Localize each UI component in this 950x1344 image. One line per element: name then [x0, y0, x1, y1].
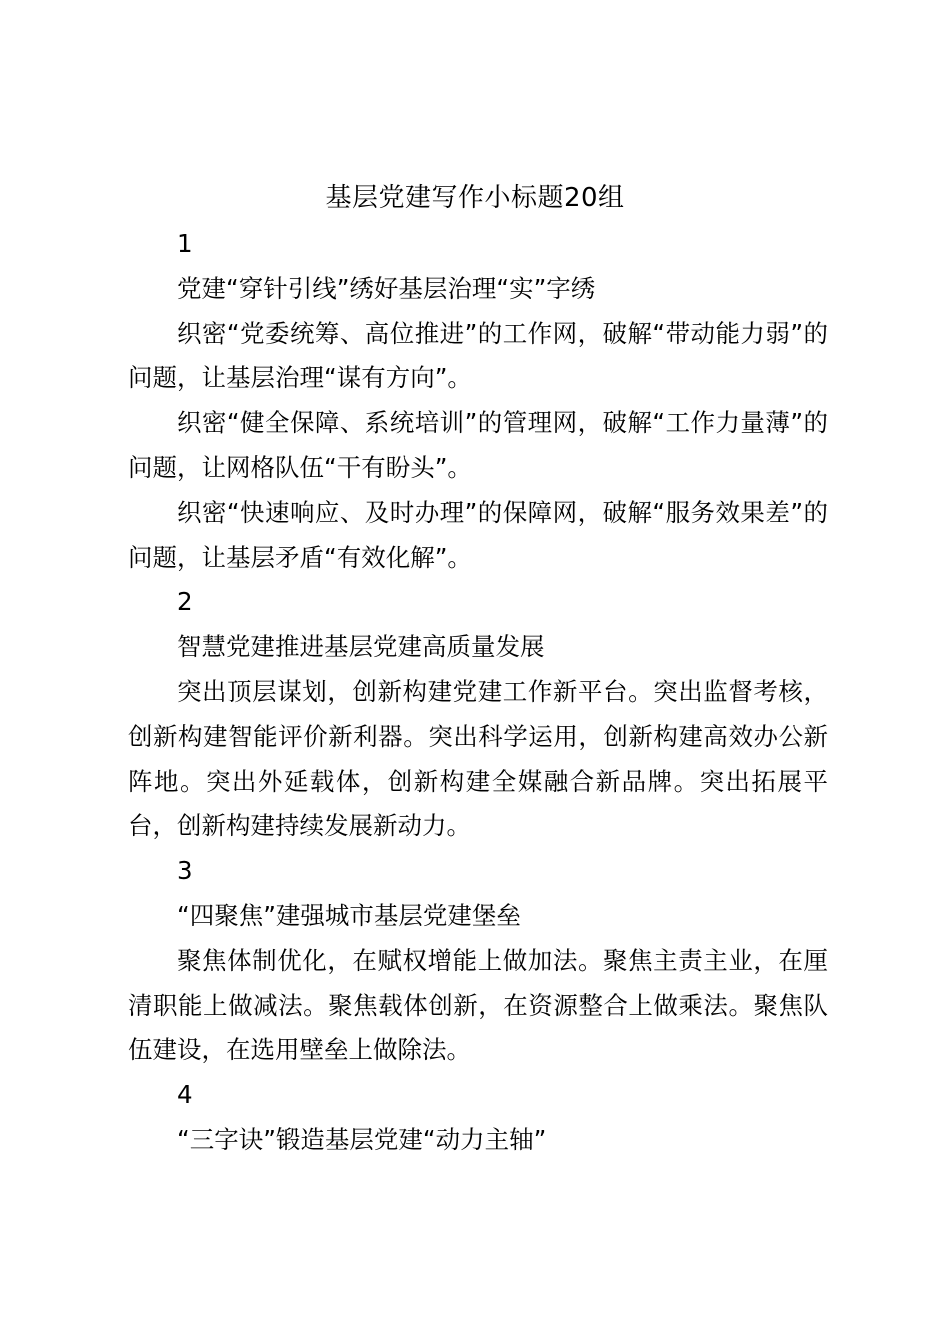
- section-heading-4: “三字诀”锻造基层党建“动力主轴”: [177, 1124, 547, 1154]
- section-number-3: 3: [177, 856, 193, 886]
- section-number-4: 4: [177, 1080, 193, 1110]
- document-title: 基层党建写作小标题20组: [325, 183, 625, 213]
- body-paragraph: 织密“快速响应、及时办理”的保障网，破解“服务效果差”的问题，让基层矛盾“有效化解”。: [128, 497, 828, 572]
- body-paragraph: 突出顶层谋划，创新构建党建工作新平台。突出监督考核，创新构建智能评价新利器。突出科学运用，创新构建高效办公新阵地。突出外延载体，创新构建全媒融合新品牌。突出拓展平台，创新构建持续发展新动力。: [128, 676, 828, 841]
- document-body: [128, 222, 828, 1163]
- section-heading-1: 党建“穿针引线”绣好基层治理“实”字绣: [177, 273, 596, 303]
- section-heading-2: 智慧党建推进基层党建高质量发展: [177, 632, 545, 662]
- body-paragraph: 织密“健全保障、系统培训”的管理网，破解“工作力量薄”的问题，让网格队伍“干有盼头”。: [128, 408, 828, 482]
- body-paragraph: 织密“党委统筹、高位推进”的工作网，破解“带动能力弱”的问题，让基层治理“谋有方向”。: [128, 318, 828, 393]
- section-heading-3: “四聚焦”建强城市基层党建堡垒: [177, 900, 521, 930]
- body-paragraph: 聚焦体制优化，在赋权增能上做加法。聚焦主责主业，在厘清职能上做减法。聚焦载体创新，在资源整合上做乘法。聚焦队伍建设，在选用壁垒上做除法。: [128, 945, 828, 1065]
- section-number-2: 2: [177, 587, 193, 617]
- section-number-1: 1: [177, 229, 193, 258]
